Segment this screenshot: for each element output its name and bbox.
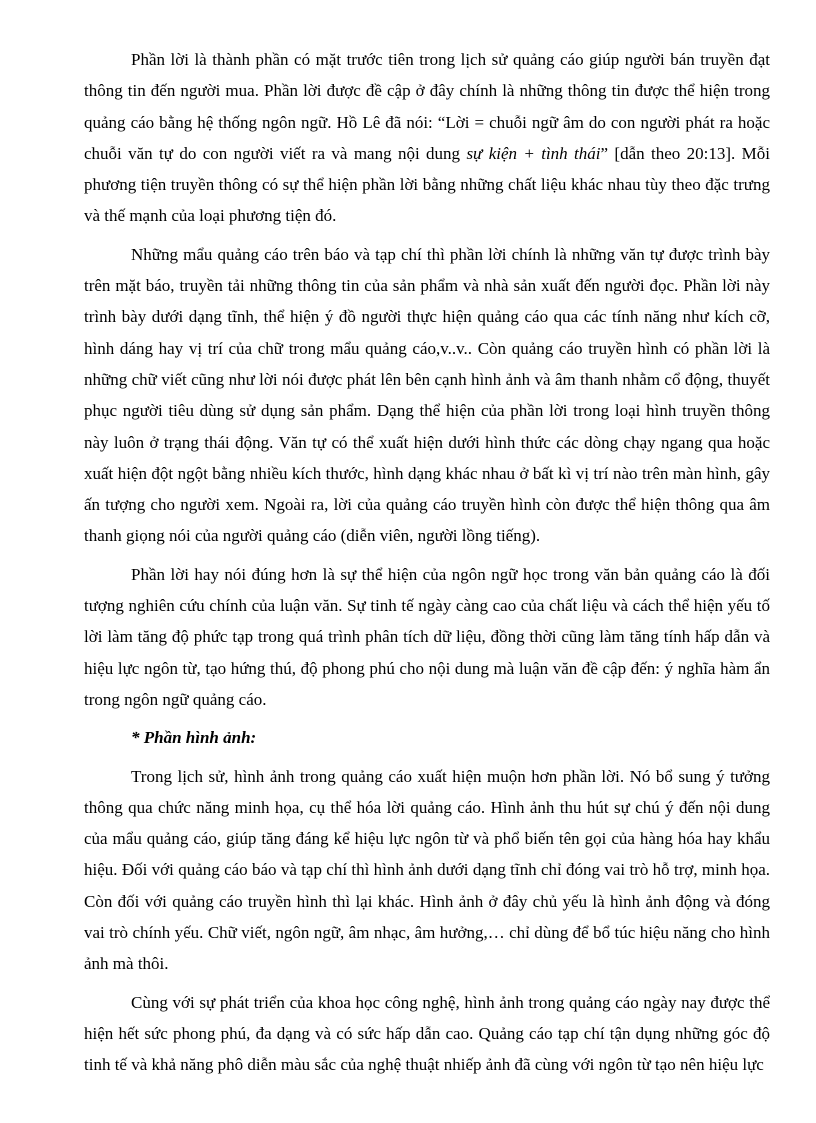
document-page (84, 44, 770, 1088)
section-heading-images: * Phần hình ảnh: (131, 728, 257, 748)
paragraph-images-technology: Cùng với sự phát triển của khoa học công nghệ, hình ảnh trong quảng cáo ngày nay được thể hiện hết sức phong phú, đa dạng và có sức hấp dẫn cao. Quảng cáo tạp chí tận dụng những góc độ tinh tế và khả năng phô diễn màu sắc của nghệ thuật nhiếp ảnh đã cùng với ngôn từ tạo nên hiệu lực (84, 992, 770, 1075)
paragraph-research-object: Phần lời hay nói đúng hơn là sự thể hiện của ngôn ngữ học trong văn bản quảng cáo là đối tượng nghiên cứu chính của luận văn. Sự tinh tế ngày càng cao của chất liệu và cách thể hiện yếu tố lời làm tăng độ phức tạp trong quá trình phân tích dữ liệu, đồng thời cũng làm tăng tính hấp dẫn và hiệu lực ngôn từ, tạo hứng thú, độ phong phú cho nội dung mà luận văn đề cập đến: ý nghĩa hàm ẩn trong ngôn ngữ quảng cáo. (84, 564, 770, 709)
italic-phrase: sự kiện + tình thái (466, 143, 601, 163)
paragraph-images-history: Trong lịch sử, hình ảnh trong quảng cáo xuất hiện muộn hơn phần lời. Nó bổ sung ý tưởng thông qua chức năng minh họa, cụ thể hóa lời quảng cáo. Hình ảnh thu hút sự chú ý đến nội dung của mẩu quảng cáo, giúp tăng đáng kể hiệu lực ngôn từ và phổ biến tên gọi của hàng hóa hay khẩu hiệu. Đối với quảng cáo báo và tạp chí thì hình ảnh dưới dạng tĩnh chỉ đóng vai trò hỗ trợ, minh họa. Còn đối với quảng cáo truyền hình thì lại khác. Hình ảnh ở đây chủ yếu là hình ảnh động và đóng vai trò chính yếu. Chữ viết, ngôn ngữ, âm nhạc, âm hưởng,… chỉ dùng để bổ túc hiệu năng cho hình ảnh mà thôi. (84, 766, 770, 974)
paragraph-print-and-tv-words: Những mẩu quảng cáo trên báo và tạp chí thì phần lời chính là những văn tự được trình bày trên mặt báo, truyền tải những thông tin của sản phẩm và nhà sản xuất đến người đọc. Phần lời này trình bày dưới dạng tĩnh, thể hiện ý đồ người thực hiện quảng cáo qua các tính năng như kích cỡ, hình dáng hay vị trí của chữ trong mẩu quảng cáo,v..v.. Còn quảng cáo truyền hình có phần lời là những chữ viết cũng như lời nói được phát lên bên cạnh hình ảnh và âm thanh nhằm cổ động, thuyết phục người tiêu dùng sử dụng sản phẩm. Dạng thể hiện của phần lời trong loại hình truyền thông này luôn ở trạng thái động. Văn tự có thể xuất hiện dưới hình thức các dòng chạy ngang qua hoặc xuất hiện đột ngột bằng nhiều kích thước, hình dạng khác nhau ở bất kì vị trí nào trên màn hình, gây ấn tượng cho người xem. Ngoài ra, lời của quảng cáo truyền hình còn được thể hiện thông qua âm thanh giọng nói của người quảng cáo (diễn viên, người lồng tiếng). (84, 244, 770, 546)
paragraph-1-text: Phần lời là thành phần có mặt trước tiên trong lịch sử quảng cáo giúp người bán truyền đạt thông tin đến người mua. Phần lời được đề cập ở đây chính là những thông tin được thể hiện trong quảng cáo bằng hệ thống ngôn ngữ. Hồ Lê đã nói: “Lời = chuỗi ngữ âm do con người phát ra hoặc chuỗi văn tự do con người viết ra và mang nội dung (84, 50, 770, 163)
paragraph-1-text-end: ” [dẫn theo 20:13]. Mỗi phương tiện truyền thông có sự thể hiện phần lời bằng những chất liệu khác nhau tùy theo đặc trưng và thế mạnh của loại phương tiện đó. (84, 143, 770, 226)
paragraph-words-definition (84, 44, 770, 232)
